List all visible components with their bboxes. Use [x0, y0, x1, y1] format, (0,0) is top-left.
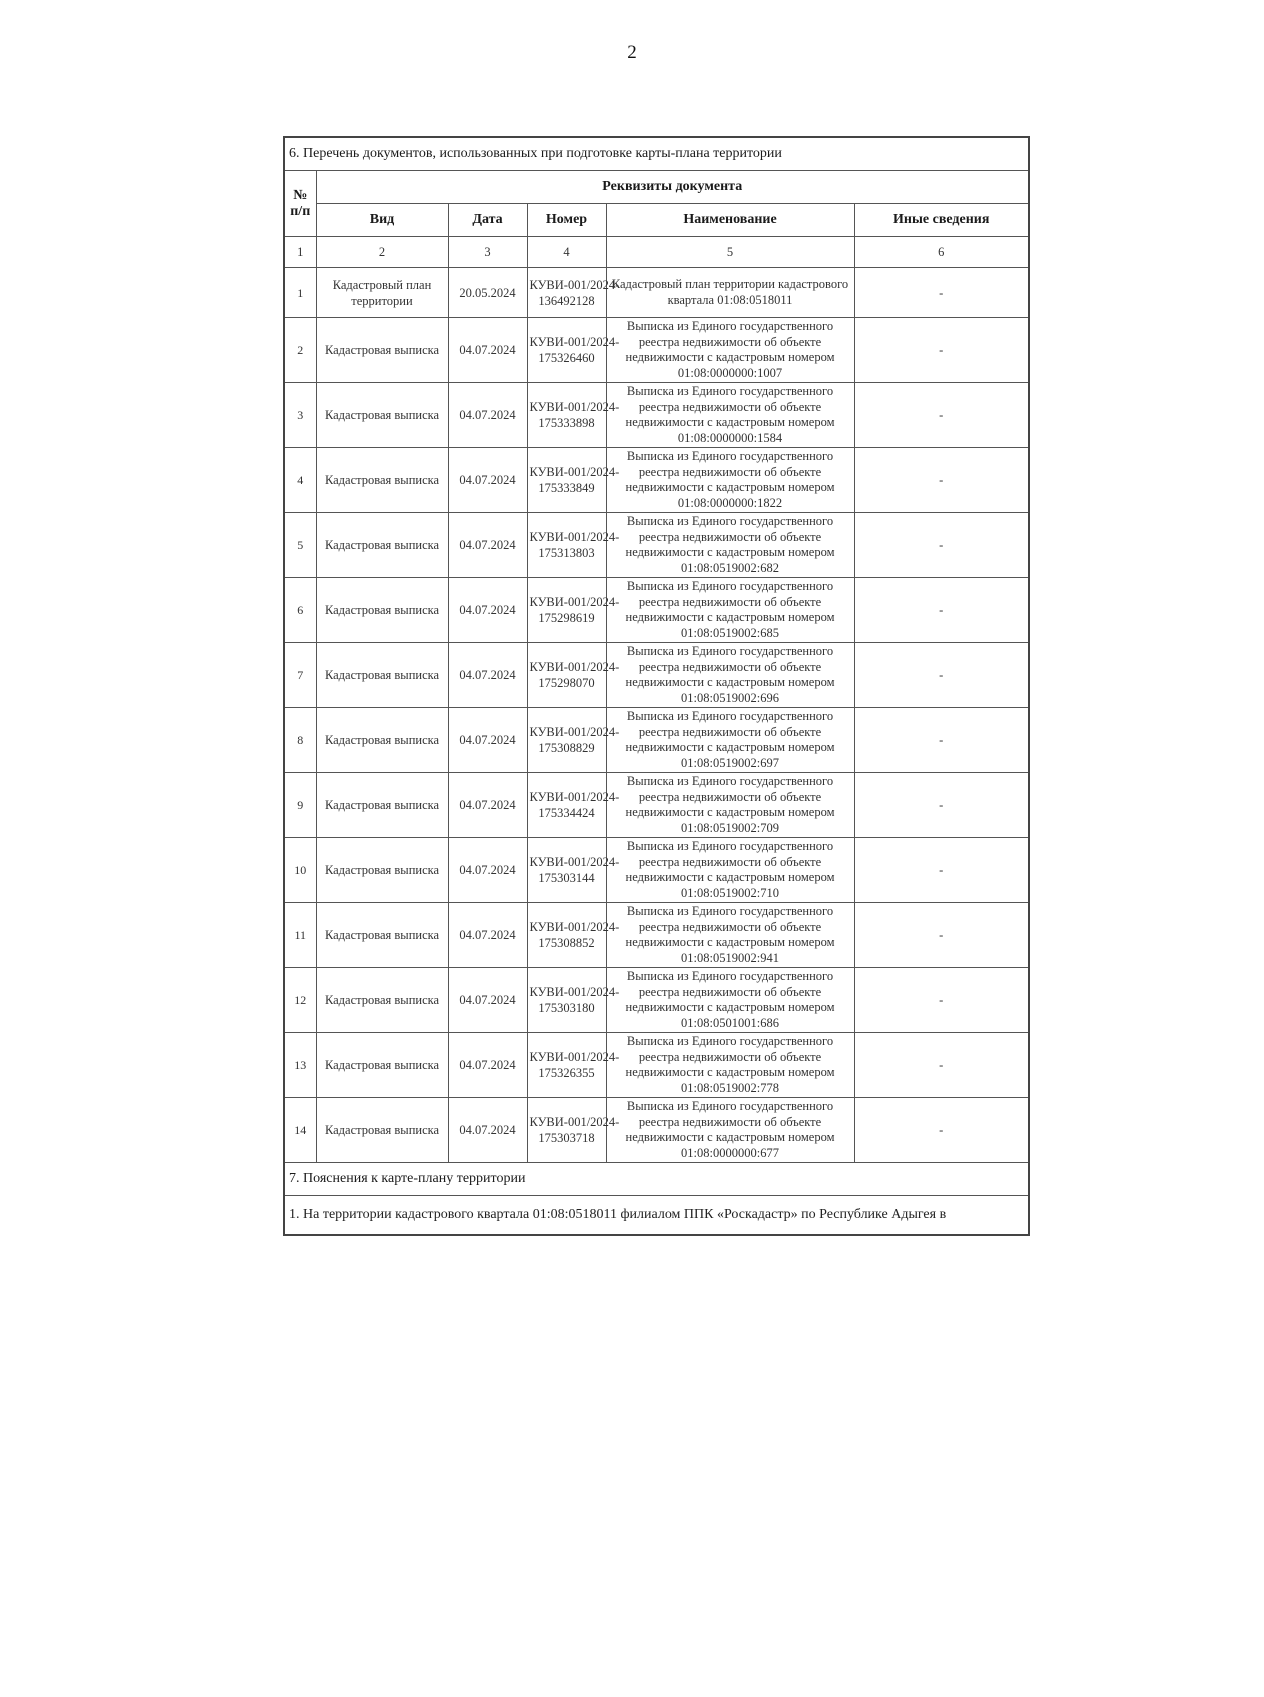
- document-name: Выписка из Единого государственного реестра недвижимости об объекте недвижимости с кадастровым номером 01:08:0000000:1584: [606, 383, 854, 448]
- document-other-info: -: [854, 318, 1029, 383]
- column-numbers-row: [284, 237, 1029, 268]
- document-other-info: -: [854, 838, 1029, 903]
- section-7-note: 1. На территории кадастрового квартала 01:08:0518011 филиалом ППК «Роскадастр» по Республике Адыгея в: [284, 1196, 1029, 1236]
- section-6-title-row: [284, 137, 1029, 171]
- document-name: Выписка из Единого государственного реестра недвижимости об объекте недвижимости с кадастровым номером 01:08:0519002:778: [606, 1033, 854, 1098]
- document-date: 04.07.2024: [448, 838, 527, 903]
- table-row: [284, 1033, 1029, 1098]
- row-index: 6: [284, 578, 316, 643]
- document-name: Выписка из Единого государственного реестра недвижимости об объекте недвижимости с кадастровым номером 01:08:0519002:710: [606, 838, 854, 903]
- row-index: 11: [284, 903, 316, 968]
- document-number: КУВИ-001/2024-175308852: [527, 903, 606, 968]
- header-kind: Вид: [316, 204, 448, 237]
- document-number: КУВИ-001/2024-175303718: [527, 1098, 606, 1163]
- row-index: 3: [284, 383, 316, 448]
- table-row: [284, 708, 1029, 773]
- document-number: КУВИ-001/2024-175303144: [527, 838, 606, 903]
- header-index: № п/п: [284, 171, 316, 237]
- header-group-row: [284, 171, 1029, 204]
- document-other-info: -: [854, 968, 1029, 1033]
- document-name: Кадастровый план территории кадастрового квартала 01:08:0518011: [606, 268, 854, 318]
- document-other-info: -: [854, 1098, 1029, 1163]
- document-date: 04.07.2024: [448, 968, 527, 1033]
- section-6-title: 6. Перечень документов, использованных при подготовке карты-плана территории: [284, 137, 1029, 171]
- table-row: [284, 773, 1029, 838]
- document-name: Выписка из Единого государственного реестра недвижимости об объекте недвижимости с кадастровым номером 01:08:0519002:697: [606, 708, 854, 773]
- table-row: [284, 838, 1029, 903]
- document-number: КУВИ-001/2024-175303180: [527, 968, 606, 1033]
- document-number: КУВИ-001/2024-175308829: [527, 708, 606, 773]
- document-number: КУВИ-001/2024-175298070: [527, 643, 606, 708]
- document-kind: Кадастровая выписка: [316, 383, 448, 448]
- table-row: [284, 968, 1029, 1033]
- table-row: [284, 448, 1029, 513]
- row-index: 13: [284, 1033, 316, 1098]
- document-date: 04.07.2024: [448, 773, 527, 838]
- document-name: Выписка из Единого государственного реестра недвижимости об объекте недвижимости с кадастровым номером 01:08:0519002:709: [606, 773, 854, 838]
- document-kind: Кадастровая выписка: [316, 773, 448, 838]
- document-number: КУВИ-001/2024-136492128: [527, 268, 606, 318]
- section-7-title-row: [284, 1163, 1029, 1196]
- document-other-info: -: [854, 578, 1029, 643]
- documents-table: [283, 136, 1030, 1236]
- column-number: 2: [316, 237, 448, 268]
- document-number: КУВИ-001/2024-175333849: [527, 448, 606, 513]
- document-kind: Кадастровая выписка: [316, 318, 448, 383]
- document-other-info: -: [854, 773, 1029, 838]
- document-date: 04.07.2024: [448, 708, 527, 773]
- document-kind: Кадастровая выписка: [316, 643, 448, 708]
- document-other-info: -: [854, 383, 1029, 448]
- document-name: Выписка из Единого государственного реестра недвижимости об объекте недвижимости с кадастровым номером 01:08:0519002:685: [606, 578, 854, 643]
- row-index: 8: [284, 708, 316, 773]
- row-index: 7: [284, 643, 316, 708]
- document-date: 04.07.2024: [448, 578, 527, 643]
- header-date: Дата: [448, 204, 527, 237]
- document-number: КУВИ-001/2024-175326460: [527, 318, 606, 383]
- column-number: 5: [606, 237, 854, 268]
- document-number: КУВИ-001/2024-175333898: [527, 383, 606, 448]
- document-other-info: -: [854, 643, 1029, 708]
- document-other-info: -: [854, 1033, 1029, 1098]
- section-7-title: 7. Пояснения к карте-плану территории: [284, 1163, 1029, 1196]
- document-name: Выписка из Единого государственного реестра недвижимости об объекте недвижимости с кадастровым номером 01:08:0000000:1822: [606, 448, 854, 513]
- document-kind: Кадастровая выписка: [316, 578, 448, 643]
- header-columns-row: [284, 204, 1029, 237]
- section-7-note-row: [284, 1196, 1029, 1236]
- table-row: [284, 318, 1029, 383]
- table-row: [284, 383, 1029, 448]
- row-index: 9: [284, 773, 316, 838]
- header-name: Наименование: [606, 204, 854, 237]
- document-other-info: -: [854, 708, 1029, 773]
- table-row: [284, 1098, 1029, 1163]
- column-number: 3: [448, 237, 527, 268]
- row-index: 12: [284, 968, 316, 1033]
- document-other-info: -: [854, 448, 1029, 513]
- document-number: КУВИ-001/2024-175313803: [527, 513, 606, 578]
- row-index: 1: [284, 268, 316, 318]
- document-number: КУВИ-001/2024-175298619: [527, 578, 606, 643]
- document-name: Выписка из Единого государственного реестра недвижимости об объекте недвижимости с кадастровым номером 01:08:0519002:696: [606, 643, 854, 708]
- row-index: 10: [284, 838, 316, 903]
- table-row: [284, 903, 1029, 968]
- document-date: 04.07.2024: [448, 1033, 527, 1098]
- table-row: [284, 268, 1029, 318]
- column-number: 6: [854, 237, 1029, 268]
- page-number: 2: [627, 42, 637, 63]
- table-row: [284, 643, 1029, 708]
- document-kind: Кадастровая выписка: [316, 968, 448, 1033]
- document-kind: Кадастровая выписка: [316, 903, 448, 968]
- document-date: 04.07.2024: [448, 1098, 527, 1163]
- document-date: 04.07.2024: [448, 318, 527, 383]
- document-name: Выписка из Единого государственного реестра недвижимости об объекте недвижимости с кадастровым номером 01:08:0000000:677: [606, 1098, 854, 1163]
- document-kind: Кадастровая выписка: [316, 448, 448, 513]
- document-kind: Кадастровая выписка: [316, 1033, 448, 1098]
- document-name: Выписка из Единого государственного реестра недвижимости об объекте недвижимости с кадастровым номером 01:08:0501001:686: [606, 968, 854, 1033]
- row-index: 4: [284, 448, 316, 513]
- document-date: 04.07.2024: [448, 383, 527, 448]
- document-name: Выписка из Единого государственного реестра недвижимости об объекте недвижимости с кадастровым номером 01:08:0000000:1007: [606, 318, 854, 383]
- column-number: 4: [527, 237, 606, 268]
- document-name: Выписка из Единого государственного реестра недвижимости об объекте недвижимости с кадастровым номером 01:08:0519002:941: [606, 903, 854, 968]
- document-kind: Кадастровая выписка: [316, 513, 448, 578]
- document-date: 04.07.2024: [448, 448, 527, 513]
- document-kind: Кадастровая выписка: [316, 838, 448, 903]
- row-index: 14: [284, 1098, 316, 1163]
- column-number: 1: [284, 237, 316, 268]
- document-number: КУВИ-001/2024-175334424: [527, 773, 606, 838]
- table-row: [284, 513, 1029, 578]
- document-kind: Кадастровая выписка: [316, 708, 448, 773]
- document-kind: Кадастровый план территории: [316, 268, 448, 318]
- row-index: 5: [284, 513, 316, 578]
- header-number: Номер: [527, 204, 606, 237]
- document-kind: Кадастровая выписка: [316, 1098, 448, 1163]
- header-document-details: Реквизиты документа: [316, 171, 1029, 204]
- row-index: 2: [284, 318, 316, 383]
- table-row: [284, 578, 1029, 643]
- document-other-info: -: [854, 903, 1029, 968]
- document-date: 20.05.2024: [448, 268, 527, 318]
- document-other-info: -: [854, 268, 1029, 318]
- document-date: 04.07.2024: [448, 903, 527, 968]
- header-other: Иные сведения: [854, 204, 1029, 237]
- document-number: КУВИ-001/2024-175326355: [527, 1033, 606, 1098]
- document-other-info: -: [854, 513, 1029, 578]
- document-name: Выписка из Единого государственного реестра недвижимости об объекте недвижимости с кадастровым номером 01:08:0519002:682: [606, 513, 854, 578]
- document-date: 04.07.2024: [448, 513, 527, 578]
- document-date: 04.07.2024: [448, 643, 527, 708]
